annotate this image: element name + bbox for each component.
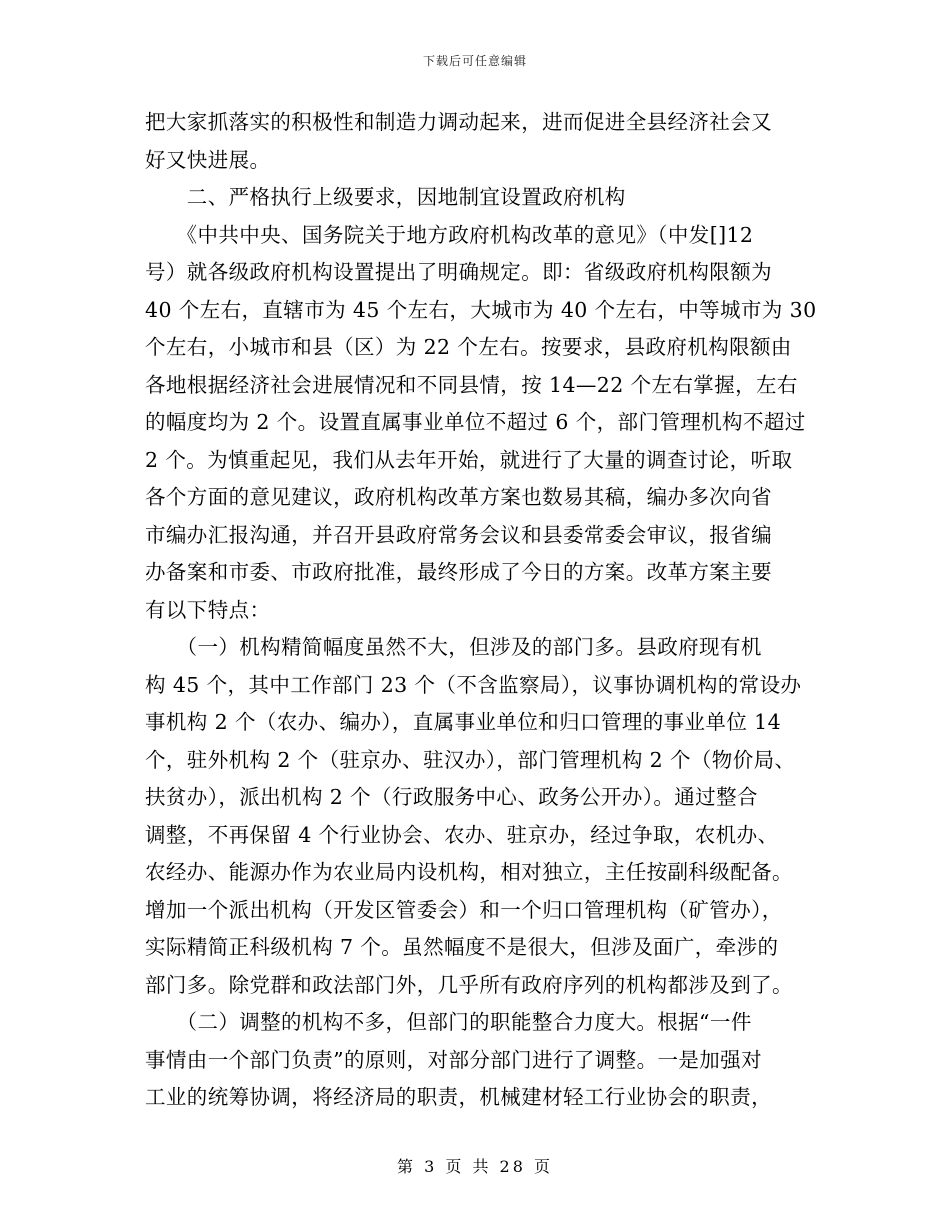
text-line: 实际精简正科级机构 7 个。虽然幅度不是很大，但涉及面广，牵涉的: [145, 935, 779, 959]
text-line: 40 个左右，直辖市为 45 个左右，大城市为 40 个左右，中等城市为 30: [145, 297, 817, 322]
text-line: 《中共中央、国务院关于地方政府机构改革的意见》（中发[]12: [145, 222, 754, 247]
text-line: 办备案和市委、市政府批准，最终形成了今日的方案。改革方案主要: [145, 560, 772, 584]
text-line: 把大家抓落实的积极性和制造力调动起来，进而促进全县经济社会又: [145, 110, 772, 134]
text-line: 个左右，小城市和县（区）为 22 个左右。按要求，县政府机构限额由: [145, 335, 792, 359]
text-line: 各个方面的意见建议，政府机构改革方案也数易其稿，编办多次向省: [145, 485, 772, 509]
text-line: 调整，不再保留 4 个行业协会、农办、驻京办，经过争取，农机办、: [145, 822, 779, 847]
text-line: 有以下特点：: [145, 597, 271, 622]
document-body: [145, 104, 817, 1117]
text-line: 构 45 个，其中工作部门 23 个（不含监察局），议事协调机构的常设办: [145, 672, 802, 697]
text-line: 号）就各级政府机构设置提出了明确规定。即：省级政府机构限额为: [145, 260, 772, 284]
text-line: 个，驻外机构 2 个（驻京办、驻汉办），部门管理机构 2 个（物价局、: [145, 747, 796, 772]
text-line: 工业的统筹协调，将经济局的职责，机械建材轻工行业协会的职责，: [145, 1085, 772, 1109]
text-line: 部门多。除党群和政法部门外，几乎所有政府序列的机构都涉及到了。: [145, 972, 793, 997]
text-line: 事情由一个部门负责”的原则，对部分部门进行了调整。一是加强对: [145, 1047, 762, 1072]
page-header: 下载后可任意编辑: [422, 54, 527, 68]
text-line: （二）调整的机构不多，但部门的职能整合力度大。根据“一件: [145, 1010, 752, 1034]
text-line: 2 个。为慎重起见，我们从去年开始，就进行了大量的调查讨论，听取: [145, 447, 793, 472]
text-line: 的幅度均为 2 个。设置直属事业单位不超过 6 个，部门管理机构不超过: [145, 410, 806, 434]
text-line: 事机构 2 个（农办、编办），直属事业单位和归口管理的事业单位 14: [145, 710, 782, 734]
text-line: （一）机构精简幅度虽然不大，但涉及的部门多。县政府现有机: [145, 635, 762, 659]
text-line: 各地根据经济社会进展情况和不同县情，按 14—22 个左右掌握，左右: [145, 372, 798, 397]
text-line: 市编办汇报沟通，并召开县政府常务会议和县委常委会审议，报省编: [145, 522, 772, 547]
text-line: 二、严格执行上级要求，因地制宜设置政府机构: [145, 185, 626, 209]
text-line: 扶贫办），派出机构 2 个（行政服务中心、政务公开办）。通过整合: [145, 785, 758, 809]
text-line: 增加一个派出机构（开发区管委会）和一个归口管理机构（矿管办），: [145, 897, 783, 922]
text-line: 农经办、能源办作为农业局内设机构，相对独立，主任按副科级配备。: [145, 860, 793, 884]
page-footer: 第 3 页 共 28 页: [397, 1157, 553, 1176]
text-line: 好又快进展。: [145, 147, 271, 172]
